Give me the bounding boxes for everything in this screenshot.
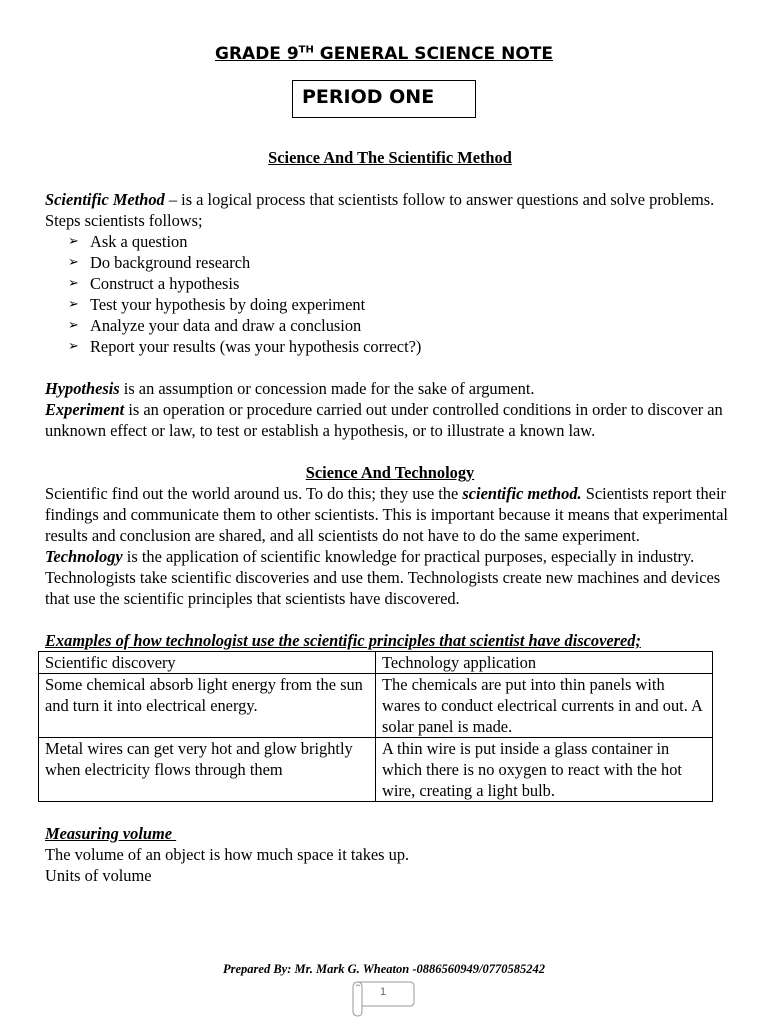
list-item: ➢ Ask a question [68, 231, 735, 252]
list-item: ➢ Report your results (was your hypothesis correct?) [68, 336, 735, 357]
experiment-definition: Experiment is an operation or procedure carried out under controlled conditions in order to discover an unknown effect or law, to test or establish a hypothesis, or to illustrate a known law. [45, 400, 723, 440]
scroll-icon [350, 978, 416, 1018]
page-number-text: 1 [379, 986, 387, 998]
prepared-by-footer: Prepared By: Mr. Mark G. Wheaton -0886560949/0770585242 [222, 962, 545, 976]
table-row [39, 674, 713, 738]
units-of-volume: Units of volume [45, 866, 152, 885]
table-row [39, 738, 713, 802]
document-body [45, 147, 735, 886]
section-heading-scientific-method: Science And The Scientific Method [268, 148, 512, 167]
table-header-cell: Scientific discovery [39, 652, 376, 674]
technology-definition: Technology is the application of scientific knowledge for practical purposes, especially in industry. Technologists take scientific discoveries and use them. Technologists create new machines and devices that use the scientific principles that scientists have discovered. [45, 547, 721, 608]
steps-list [45, 231, 735, 357]
table-cell: Metal wires can get very hot and glow brightly when electricity flows through them [39, 738, 376, 802]
examples-heading: Examples of how technologist use the scientific principles that scientist have discovered; [45, 631, 641, 650]
volume-definition: The volume of an object is how much space it takes up. [45, 845, 410, 864]
science-technology-paragraph: Scientific find out the world around us. To do this; they use the scientific method. Scientists report their findings and communicate them to other scientists. This is important because it means that experimental results and conclusion are shared, and all scientists do not have to do the same experiment. [45, 484, 728, 545]
list-item: ➢ Construct a hypothesis [68, 273, 735, 294]
discovery-table [38, 651, 713, 802]
measuring-volume-heading: Measuring volume [45, 824, 177, 843]
document-title: GRADE 9TH GENERAL SCIENCE NOTE [215, 44, 553, 64]
table-header-cell: Technology application [376, 652, 713, 674]
section-heading-science-technology: Science And Technology [305, 463, 475, 482]
table-header-row [39, 652, 713, 674]
table-cell: A thin wire is put inside a glass container in which there is no oxygen to react with the hot wire, creating a light bulb. [376, 738, 713, 802]
page-number [350, 978, 416, 1018]
table-cell: Some chemical absorb light energy from the sun and turn it into electrical energy. [39, 674, 376, 738]
list-item: ➢ Test your hypothesis by doing experiment [68, 294, 735, 315]
period-label: PERIOD ONE [292, 80, 476, 118]
table-cell: The chemicals are put into thin panels with wares to conduct electrical currents in and out. A solar panel is made. [376, 674, 713, 738]
scientific-method-definition: Scientific Method – is a logical process that scientists follow to answer questions and solve problems. [45, 190, 715, 209]
hypothesis-definition: Hypothesis is an assumption or concession made for the sake of argument. [45, 379, 535, 398]
steps-intro: Steps scientists follows; [45, 211, 203, 230]
list-item: ➢ Analyze your data and draw a conclusion [68, 315, 735, 336]
list-item: ➢ Do background research [68, 252, 735, 273]
